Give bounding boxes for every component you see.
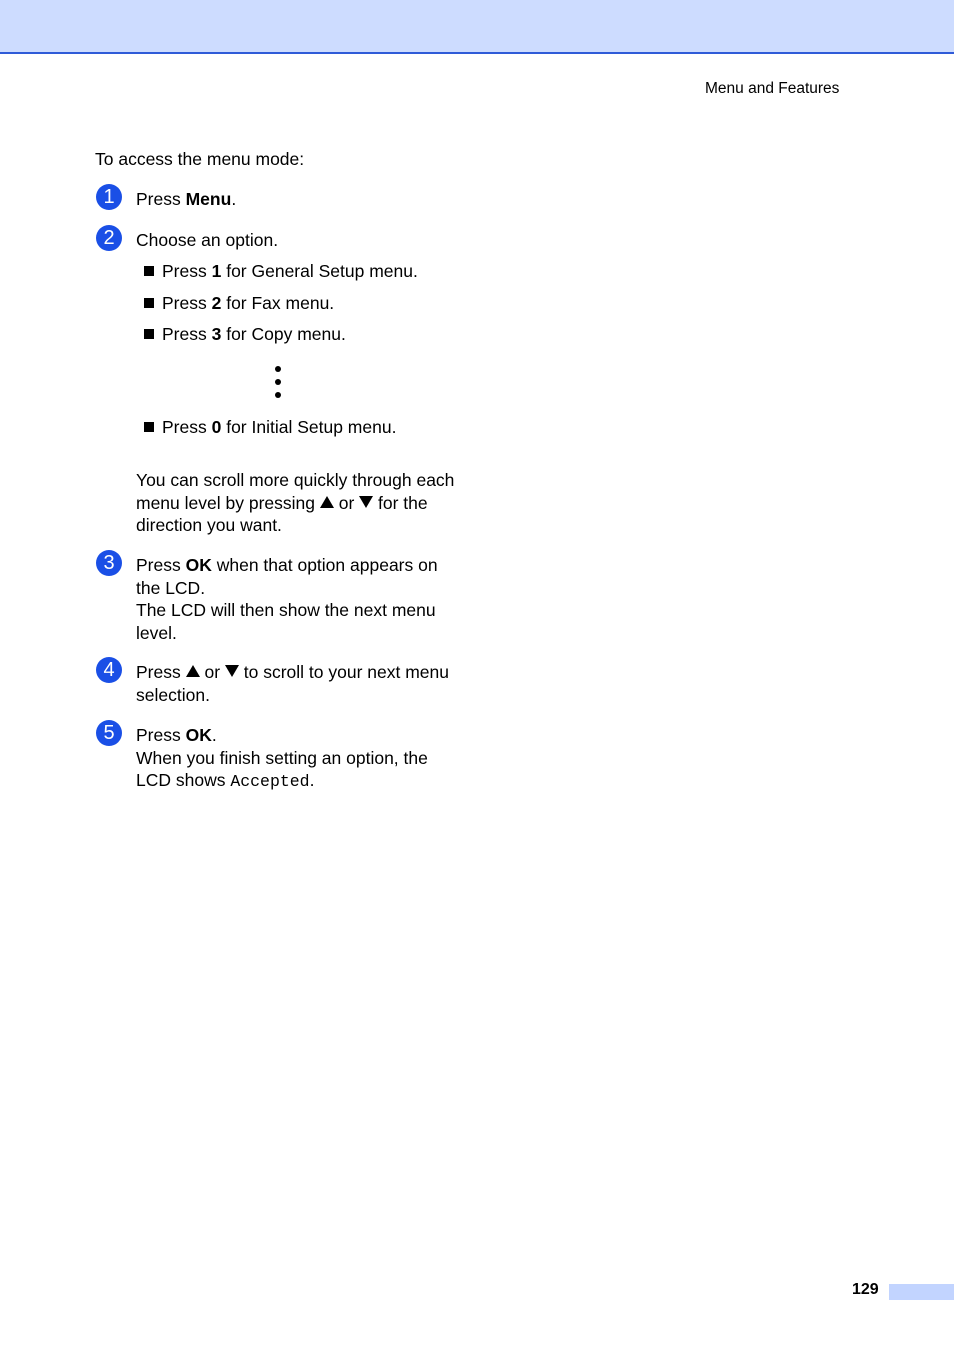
step-3-marker: 3: [96, 550, 122, 576]
option-item: Press 1 for General Setup menu.: [144, 260, 418, 283]
bullet-square-icon: [144, 266, 154, 276]
step-2-marker: 2: [96, 225, 122, 251]
step-3-text: Press OK when that option appears on the LCD. The LCD will then show the next menu level.: [136, 555, 438, 643]
step-1-marker: 1: [96, 184, 122, 210]
step-5-marker: 5: [96, 720, 122, 746]
down-arrow-icon: [359, 496, 373, 508]
up-arrow-icon: [186, 665, 200, 677]
running-header: Menu and Features: [705, 80, 840, 97]
scroll-note: You can scroll more quickly through each menu level by pressing or for the direction you want.: [136, 470, 455, 535]
bullet-square-icon: [144, 422, 154, 432]
step-2-text: Choose an option.: [136, 230, 279, 250]
lcd-message: Accepted: [230, 772, 310, 791]
option-item: Press 3 for Copy menu.: [144, 323, 346, 346]
option-item: Press 0 for Initial Setup menu.: [144, 416, 396, 439]
ok-key: OK: [185, 725, 212, 745]
header-band: [0, 0, 954, 54]
step-4-text: Press or to scroll to your next menu selection.: [136, 662, 450, 705]
option-item: Press 2 for Fax menu.: [144, 292, 334, 315]
up-arrow-icon: [320, 496, 334, 508]
bullet-square-icon: [144, 298, 154, 308]
down-arrow-icon: [225, 665, 239, 677]
ellipsis-dots-icon: [275, 366, 281, 405]
page-number: 129: [852, 1281, 879, 1298]
step-4-marker: 4: [96, 657, 122, 683]
ok-key: OK: [185, 555, 212, 575]
page-tab: [889, 1284, 954, 1300]
step-1-text: Press Menu.: [136, 189, 237, 209]
menu-key: Menu: [185, 189, 232, 209]
bullet-square-icon: [144, 329, 154, 339]
step-5-text: Press OK. When you finish setting an option, the LCD shows Accepted.: [136, 725, 428, 791]
intro-text: To access the menu mode:: [95, 149, 305, 169]
